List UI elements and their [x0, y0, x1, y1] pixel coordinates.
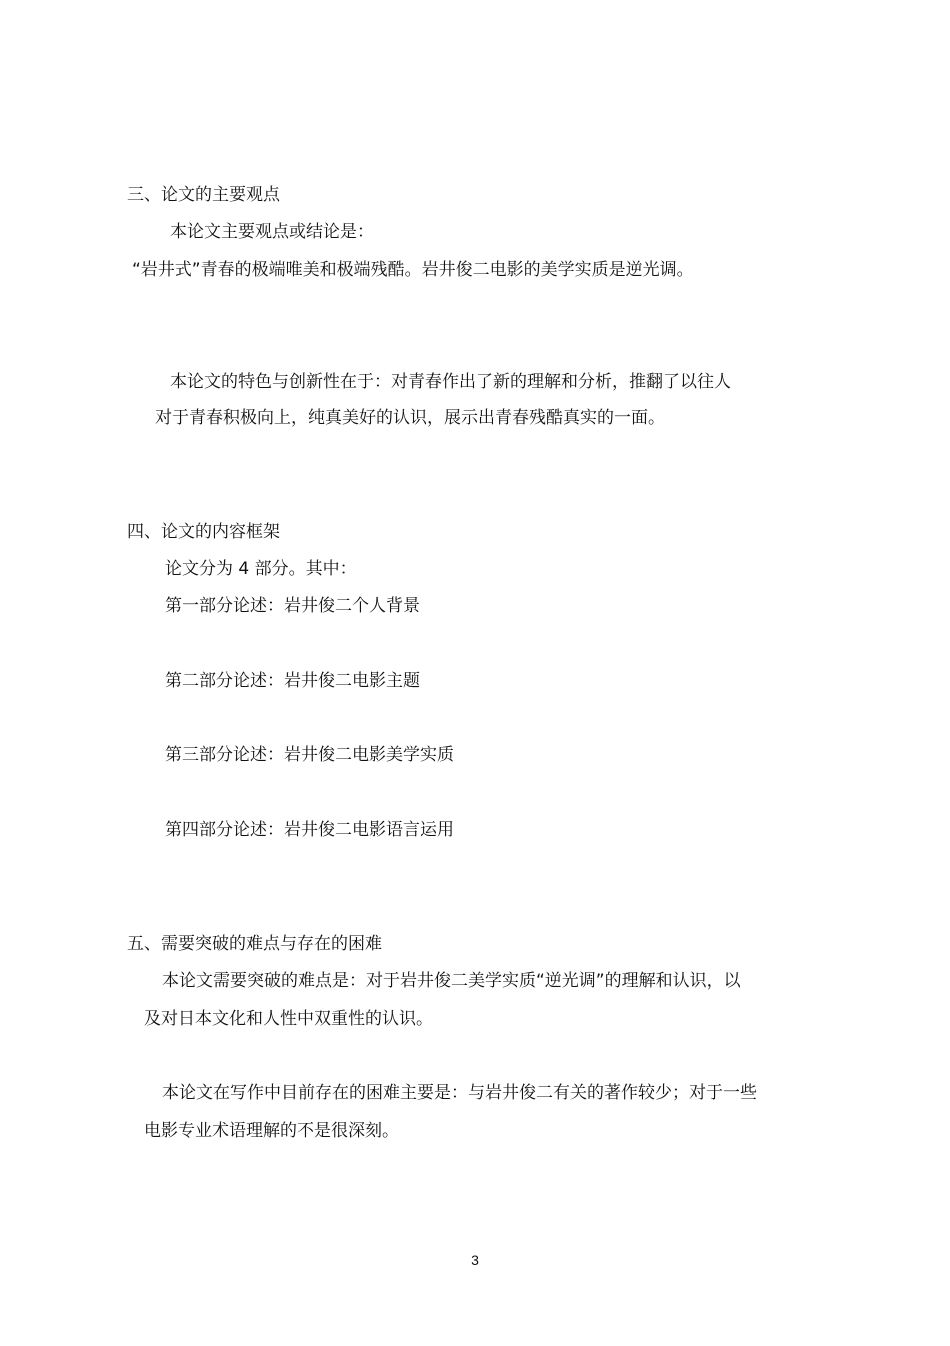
- section-3-innovation-line-2: 对于青春积极向上，纯真美好的认识，展示出青春残酷真实的一面。: [155, 408, 665, 428]
- section-4-part-4: 第四部分论述：岩井俊二电影语言运用: [165, 820, 454, 840]
- page-number: 3: [471, 1252, 479, 1268]
- section-3-heading: 三、论文的主要观点: [127, 185, 280, 205]
- section-5-heading: 五、需要突破的难点与存在的困难: [127, 934, 382, 954]
- section-5-difficulty-line-1: 本论文需要突破的难点是：对于岩井俊二美学实质“逆光调”的理解和认识，以: [162, 971, 741, 991]
- section-3-innovation-line-1: 本论文的特色与创新性在于：对青春作出了新的理解和分析，推翻了以往人: [170, 372, 731, 392]
- section-5-problem-line-1: 本论文在写作中目前存在的困难主要是：与岩井俊二有关的著作较少；对于一些: [162, 1083, 757, 1103]
- section-5-difficulty-line-2: 及对日本文化和人性中双重性的认识。: [144, 1009, 433, 1029]
- section-3-intro: 本论文主要观点或结论是：: [170, 222, 374, 242]
- section-4-part-3: 第三部分论述：岩井俊二电影美学实质: [165, 745, 454, 765]
- section-5-problem-line-2: 电影专业术语理解的不是很深刻。: [144, 1121, 399, 1141]
- section-4-part-2: 第二部分论述：岩井俊二电影主题: [165, 671, 420, 691]
- section-3-main-point: “岩井式”青春的极端唯美和极端残酷。岩井俊二电影的美学实质是逆光调。: [132, 260, 694, 280]
- section-4-heading: 四、论文的内容框架: [127, 522, 280, 542]
- section-4-intro: 论文分为 4 部分。其中：: [165, 559, 357, 579]
- section-4-part-1: 第一部分论述：岩井俊二个人背景: [165, 596, 420, 616]
